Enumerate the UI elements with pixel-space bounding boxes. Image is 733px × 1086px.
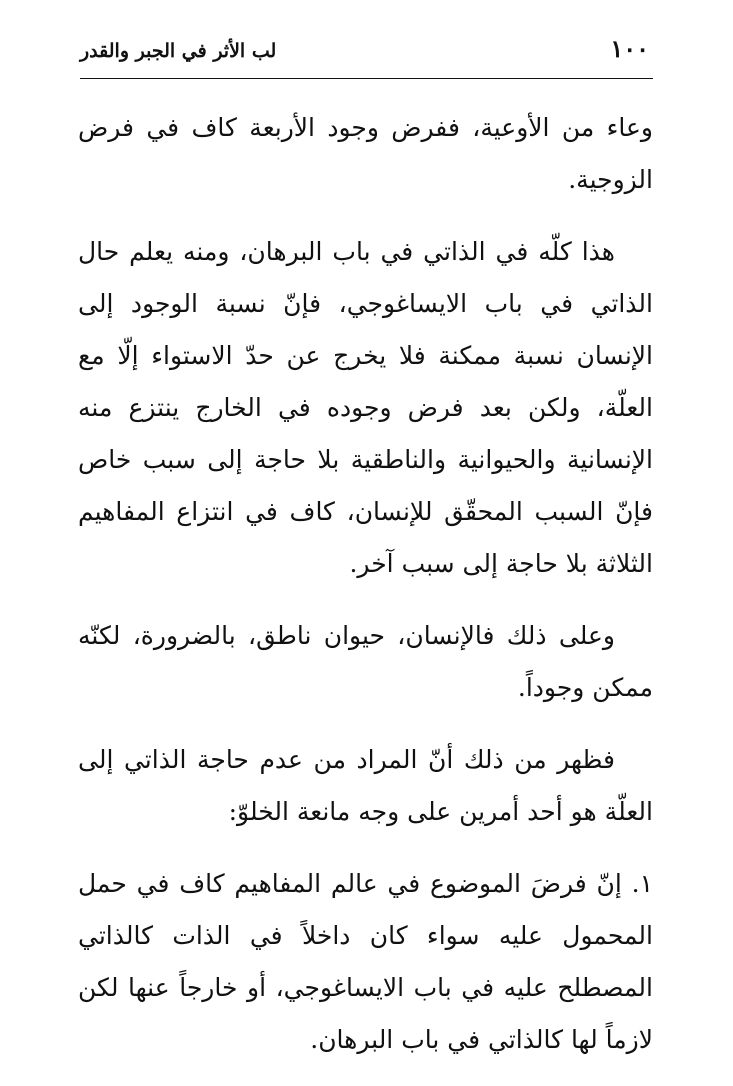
page-header bbox=[80, 32, 653, 72]
running-title: لب الأثر في الجبر والقدر bbox=[80, 40, 277, 62]
paragraph-2: هذا كلّه في الذاتي في باب البرهان، ومنه يعلم حال الذاتي في باب الايساغوجي، فإنّ نسبة الوجود إلى الإنسان نسبة ممكنة فلا يخرج عن حدّ الاستواء إلّا مع العلّة، ولكن بعد فرض وجوده في الخارج ينتزع منه الإنسانية والحيوانية والناطقية بلا حاجة إلى سبب خاص فإنّ السبب المحقّق للإنسان، كاف في انتزاع المفاهيم الثلاثة بلا حاجة إلى سبب آخر. bbox=[78, 237, 653, 578]
page-number: ١٠٠ bbox=[610, 34, 649, 63]
paragraph-4: فظهر من ذلك أنّ المراد من عدم حاجة الذاتي إلى العلّة هو أحد أمرين على وجه مانعة الخلوّ: bbox=[78, 745, 653, 826]
paragraph-3: وعلى ذلك فالإنسان، حيوان ناطق، بالضرورة، لكنّه ممكن وجوداً. bbox=[78, 621, 653, 702]
paragraph-1: وعاء من الأوعية، ففرض وجود الأربعة كاف في فرض الزوجية. bbox=[78, 113, 653, 194]
body-text bbox=[78, 102, 653, 1086]
paragraph-5: ١. إنّ فرضَ الموضوع في عالم المفاهيم كاف في حمل المحمول عليه سواء كان داخلاً في الذات كالذاتي المصطلح عليه في باب الايساغوجي، أو خارجاً عنها لكن لازماً لها كالذاتي في باب البرهان. bbox=[78, 869, 653, 1054]
header-divider bbox=[80, 78, 653, 79]
